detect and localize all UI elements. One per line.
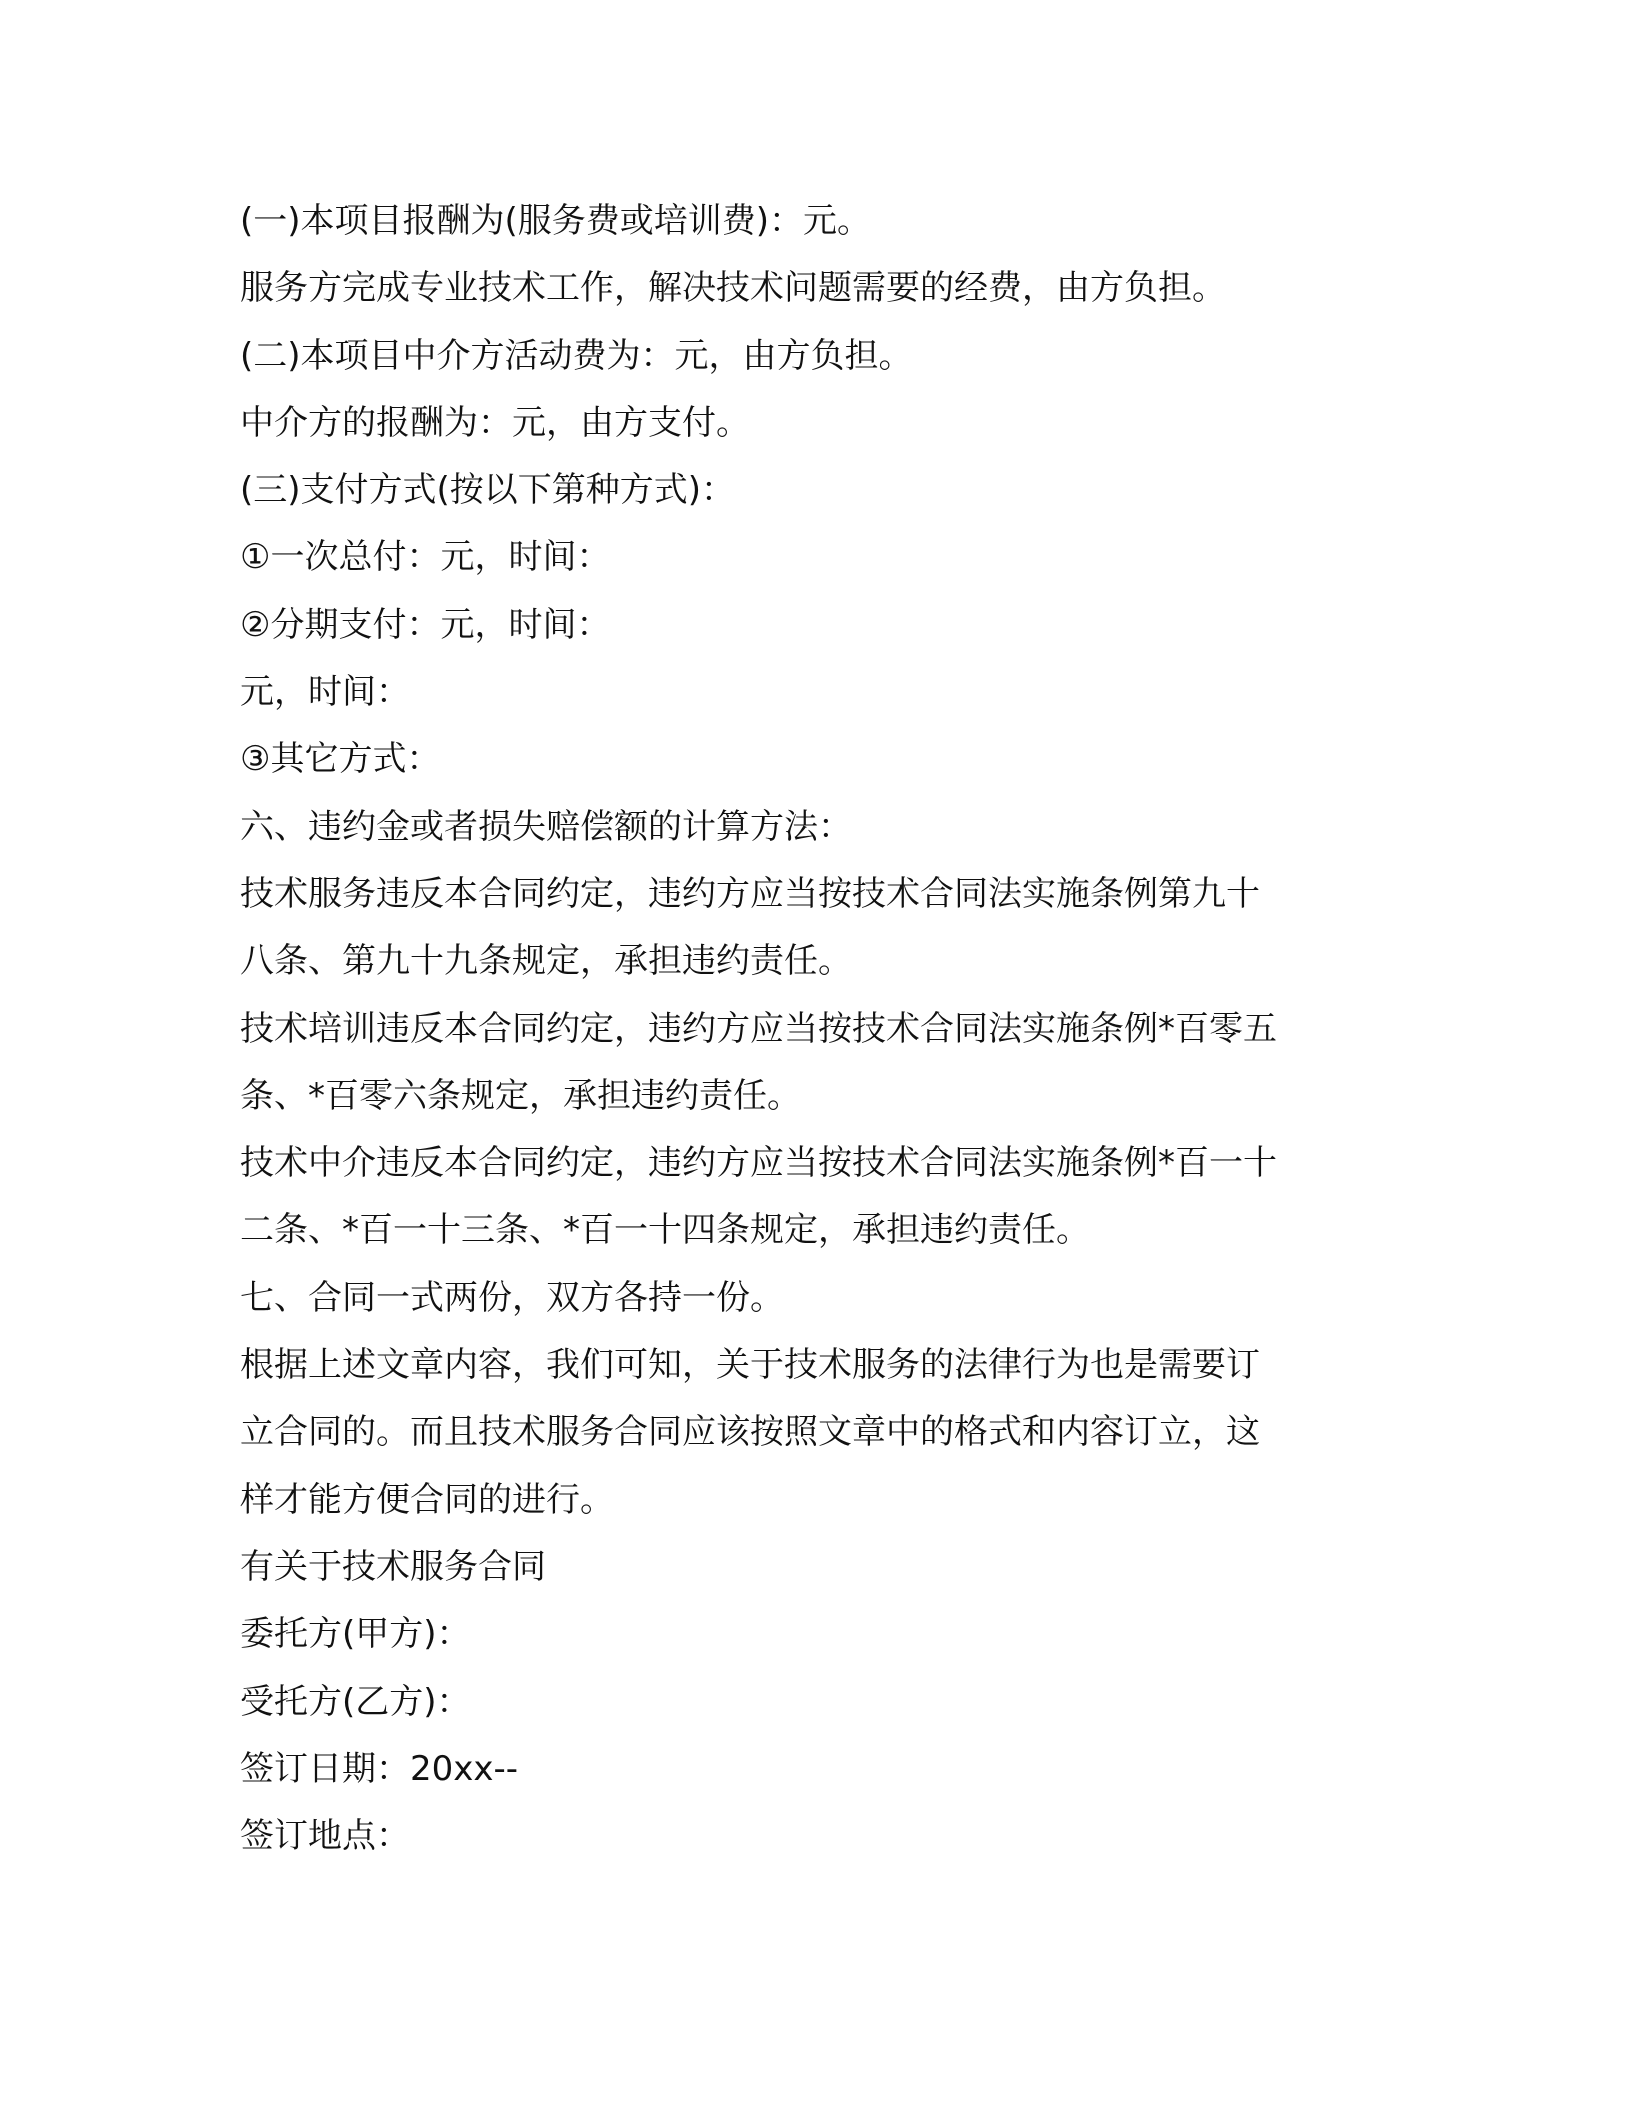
text-line: 技术中介违反本合同约定，违约方应当按技术合同法实施条例*百一十	[240, 1143, 1277, 1184]
text-line: 二条、*百一十三条、*百一十四条规定，承担违约责任。	[240, 1210, 1090, 1251]
text-line: 技术培训违反本合同约定，违约方应当按技术合同法实施条例*百零五	[240, 1008, 1277, 1049]
text-line: (二)本项目中介方活动费为：元，由方负担。	[240, 335, 913, 376]
text-line: (三)支付方式(按以下第种方式)：	[240, 470, 736, 511]
section-heading: 六、违约金或者损失赔偿额的计算方法：	[240, 806, 852, 847]
text-line: 样才能方便合同的进行。	[240, 1479, 614, 1520]
text-line: (一)本项目报酬为(服务费或培训费)：元。	[240, 201, 872, 241]
text-line: 条、*百零六条规定，承担违约责任。	[240, 1075, 801, 1116]
text-line: 技术服务违反本合同约定，违约方应当按技术合同法实施条例第九十	[240, 873, 1260, 914]
text-line: 服务方完成专业技术工作，解决技术问题需要的经费，由方负担。	[240, 268, 1226, 309]
text-line: ②分期支付：元，时间：	[240, 604, 611, 645]
text-line: 八条、第九十九条规定，承担违约责任。	[240, 941, 852, 982]
text-line: 中介方的报酬为：元，由方支付。	[240, 402, 750, 443]
party-b-field: 受托方(乙方)：	[240, 1681, 471, 1722]
signing-place-field: 签订地点：	[240, 1816, 410, 1857]
text-line: 根据上述文章内容，我们可知，关于技术服务的法律行为也是需要订	[240, 1345, 1260, 1386]
text-line: ①一次总付：元，时间：	[240, 537, 611, 578]
text-line: 立合同的。而且技术服务合同应该按照文章中的格式和内容订立，这	[240, 1412, 1260, 1453]
text-line: 元，时间：	[240, 672, 410, 713]
party-a-field: 委托方(甲方)：	[240, 1614, 471, 1655]
signing-date-field: 签订日期：20xx--	[240, 1748, 519, 1789]
contract-title: 有关于技术服务合同	[240, 1546, 546, 1587]
section-heading: 七、合同一式两份，双方各持一份。	[240, 1277, 784, 1318]
text-line: ③其它方式：	[240, 739, 441, 780]
document-body	[240, 188, 1380, 1870]
